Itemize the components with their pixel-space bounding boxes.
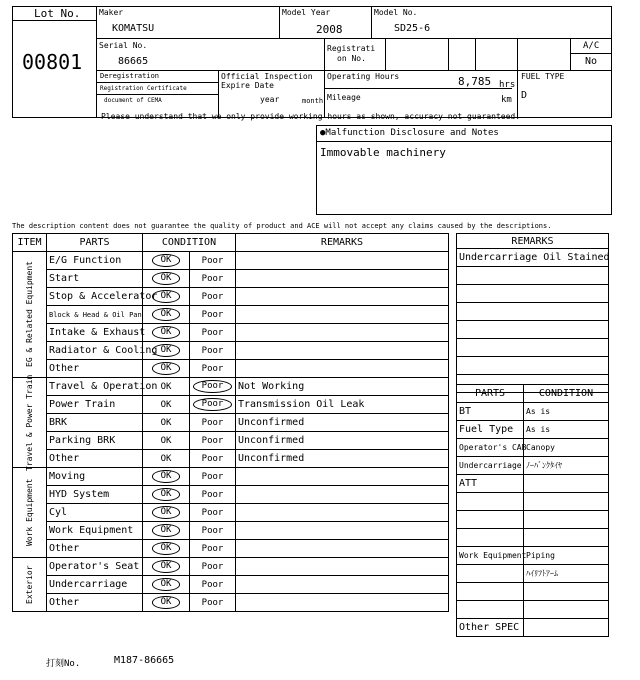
group-label: Exterior (25, 565, 34, 604)
poor-option: Poor (201, 255, 224, 266)
right-part (457, 565, 524, 583)
right-remarks-row (457, 339, 609, 357)
registration-label-2: on No. (337, 54, 366, 63)
remark (236, 360, 449, 378)
part-name: Other (47, 360, 143, 378)
right-remark (457, 321, 609, 339)
remark (236, 252, 449, 270)
right-remark (457, 267, 609, 285)
right-condition (524, 619, 609, 637)
registration-label-1: Registrati (327, 44, 376, 53)
condition-row (13, 468, 449, 486)
poor-option: Poor (201, 597, 224, 608)
part-name: E/G Function (47, 252, 143, 270)
poor-option: Poor (201, 417, 224, 428)
remark (236, 594, 449, 612)
ok-selected: OK (152, 524, 181, 537)
right-part: Fuel Type (457, 421, 524, 439)
ok-option: OK (160, 399, 172, 410)
malfunction-box (316, 125, 612, 215)
part-name: Other (47, 594, 143, 612)
right-part (457, 583, 524, 601)
ac-value: No (585, 56, 598, 67)
right-part (457, 493, 524, 511)
condition-row (13, 522, 449, 540)
right-part: BT (457, 403, 524, 421)
condition-row (13, 486, 449, 504)
parts-header: PARTS (47, 234, 143, 252)
malfunction-title: ●Malfunction Disclosure and Notes (320, 128, 499, 138)
right-part: ATT (457, 475, 524, 493)
part-name: Travel & Operation (47, 378, 143, 396)
right-parts-row (457, 511, 609, 529)
remark (236, 504, 449, 522)
right-parts-row (457, 421, 609, 439)
remark (236, 576, 449, 594)
fuel-type-label: FUEL TYPE (521, 72, 565, 81)
right-condition (524, 529, 609, 547)
right-condition-header: CONDITION (524, 385, 609, 403)
condition-row (13, 540, 449, 558)
part-name: Moving (47, 468, 143, 486)
lot-label: Lot No. (34, 7, 81, 20)
registration-certificate-label: Registration Certificate (100, 85, 187, 92)
ac-label: A/C (583, 41, 600, 51)
year-label: year (260, 95, 280, 104)
operating-hours-label: Operating Hours (327, 72, 400, 81)
right-remarks-row (457, 249, 609, 267)
right-part (457, 511, 524, 529)
poor-option: Poor (201, 291, 224, 302)
right-parts-row (457, 547, 609, 565)
right-remark (457, 303, 609, 321)
model-year-label: Model Year (282, 8, 331, 17)
remark: Transmission Oil Leak (236, 396, 449, 414)
poor-option: Poor (201, 525, 224, 536)
condition-row (13, 306, 449, 324)
condition-row (13, 288, 449, 306)
serial-value: 86665 (118, 56, 149, 67)
part-name: Other (47, 450, 143, 468)
part-name: Undercarriage (47, 576, 143, 594)
stamp-no-label: 打刻No. (46, 659, 81, 669)
poor-option: Poor (201, 507, 224, 518)
ok-selected: OK (152, 326, 181, 339)
condition-row (13, 342, 449, 360)
right-condition (524, 493, 609, 511)
item-header: ITEM (13, 234, 47, 252)
part-name: Start (47, 270, 143, 288)
remarks-header: REMARKS (236, 234, 449, 252)
ok-option: OK (160, 381, 172, 392)
condition-row (13, 558, 449, 576)
part-name: HYD System (47, 486, 143, 504)
right-remarks-row (457, 357, 609, 375)
condition-row (13, 414, 449, 432)
remark (236, 522, 449, 540)
poor-option: Poor (201, 345, 224, 356)
model-no-value: SD25-6 (394, 23, 431, 34)
right-part: Undercarriage (457, 457, 524, 475)
right-condition: ﾉｰﾊﾞﾝｸﾀｲﾔ (524, 457, 609, 475)
deregistration-label: Deregistration (100, 72, 160, 80)
right-remark (457, 339, 609, 357)
fuel-type-value: D (521, 90, 528, 101)
right-remarks-row (457, 267, 609, 285)
ok-selected: OK (152, 596, 181, 609)
remark: Unconfirmed (236, 432, 449, 450)
ok-selected: OK (152, 578, 181, 591)
ok-selected: OK (152, 542, 181, 555)
part-name: Radiator & Cooling (47, 342, 143, 360)
right-remarks-row (457, 285, 609, 303)
remark (236, 288, 449, 306)
condition-row (13, 324, 449, 342)
right-parts-row (457, 403, 609, 421)
right-remarks-row (457, 303, 609, 321)
remark: Not Working (236, 378, 449, 396)
group-label: EG & Related Equipment (25, 261, 34, 368)
right-parts-header: PARTS (457, 385, 524, 403)
right-parts-table (456, 384, 609, 637)
remark (236, 306, 449, 324)
right-remark (457, 285, 609, 303)
condition-row (13, 252, 449, 270)
description-notice: The description content does not guarantee the quality of product and ACE will not accept any claims caused by the descriptions. (12, 222, 552, 230)
right-condition: Canopy (524, 439, 609, 457)
right-remarks-header: REMARKS (457, 234, 609, 249)
poor-option: Poor (201, 561, 224, 572)
km-label: km (501, 95, 512, 105)
group-label: Travel & Power Train (25, 374, 34, 471)
condition-table-header (13, 234, 449, 252)
model-year-value: 2008 (316, 23, 343, 36)
condition-header: CONDITION (143, 234, 236, 252)
poor-option: Poor (201, 435, 224, 446)
stamp-no-value: M187-86665 (114, 655, 175, 666)
condition-row (13, 270, 449, 288)
part-name: Power Train (47, 396, 143, 414)
part-name: Cyl (47, 504, 143, 522)
poor-option: Poor (201, 543, 224, 554)
right-part (457, 529, 524, 547)
cema-document-label: document of CEMA (104, 97, 162, 104)
ok-selected: OK (152, 272, 181, 285)
poor-option: Poor (201, 471, 224, 482)
remark (236, 486, 449, 504)
month-label: month (302, 97, 324, 105)
remark (236, 342, 449, 360)
condition-row (13, 594, 449, 612)
ok-selected: OK (152, 470, 181, 483)
poor-option: Poor (201, 327, 224, 338)
ok-selected: OK (152, 254, 181, 267)
right-parts-row (457, 619, 609, 637)
right-parts-row (457, 529, 609, 547)
right-condition: ﾊｲﾘﾌﾄｱｰﾑ (524, 565, 609, 583)
poor-option: Poor (201, 363, 224, 374)
ok-selected: OK (152, 344, 181, 357)
condition-row (13, 504, 449, 522)
right-part (457, 601, 524, 619)
condition-table (12, 233, 449, 612)
right-parts-row (457, 475, 609, 493)
ok-selected: OK (152, 560, 181, 573)
ok-selected: OK (152, 362, 181, 375)
part-name: Block & Head & Oil Pan (47, 306, 143, 324)
part-name: Work Equipment (47, 522, 143, 540)
poor-option: Poor (201, 489, 224, 500)
right-parts-row (457, 439, 609, 457)
right-condition: Piping (524, 547, 609, 565)
remark (236, 540, 449, 558)
right-condition (524, 583, 609, 601)
remark: Unconfirmed (236, 414, 449, 432)
right-parts-row (457, 583, 609, 601)
poor-option: Poor (201, 579, 224, 590)
right-condition: As is (524, 421, 609, 439)
malfunction-text: Immovable machinery (320, 146, 446, 159)
condition-row (13, 396, 449, 414)
ok-option: OK (160, 435, 172, 446)
remark (236, 468, 449, 486)
part-name: BRK (47, 414, 143, 432)
inspection-label-1: Official Inspection (221, 72, 313, 81)
poor-selected: Poor (193, 380, 233, 393)
mileage-label: Mileage (327, 93, 361, 102)
serial-label: Serial No. (99, 41, 148, 50)
right-part: Operator's CAB (457, 439, 524, 457)
part-name: Parking BRK (47, 432, 143, 450)
part-name: Other (47, 540, 143, 558)
poor-option: Poor (201, 453, 224, 464)
condition-row (13, 360, 449, 378)
part-name: Intake & Exhaust (47, 324, 143, 342)
ok-selected: OK (152, 506, 181, 519)
right-condition (524, 601, 609, 619)
inspection-label-2: Expire Date (221, 81, 274, 90)
part-name: Stop & Accelerator (47, 288, 143, 306)
right-remarks-row (457, 321, 609, 339)
remark (236, 324, 449, 342)
hours-notice: Please understand that we only provide working hours as shown, accuracy not guaranteed. (101, 112, 521, 121)
lot-number: 00801 (22, 50, 83, 74)
remark (236, 558, 449, 576)
poor-option: Poor (201, 273, 224, 284)
right-parts-row (457, 457, 609, 475)
maker-value: KOMATSU (112, 23, 155, 34)
condition-row (13, 378, 449, 396)
model-no-label: Model No. (374, 8, 418, 17)
ok-option: OK (160, 417, 172, 428)
right-parts-row (457, 601, 609, 619)
group-label: Work Equipment (25, 478, 34, 547)
right-condition: As is (524, 403, 609, 421)
hrs-label: hrs (499, 80, 516, 90)
operating-hours-value: 8,785 (458, 75, 492, 88)
ok-option: OK (160, 453, 172, 464)
remark (236, 270, 449, 288)
part-name: Operator's Seat (47, 558, 143, 576)
right-parts-row (457, 493, 609, 511)
maker-label: Maker (99, 8, 124, 17)
poor-option: Poor (201, 309, 224, 320)
right-condition (524, 511, 609, 529)
ok-selected: OK (152, 290, 181, 303)
right-remark (457, 357, 609, 375)
right-part: Other SPEC (457, 619, 524, 637)
right-remark: Undercarriage Oil Stained (457, 249, 609, 267)
ok-selected: OK (152, 488, 181, 501)
remark: Unconfirmed (236, 450, 449, 468)
poor-selected: Poor (193, 398, 233, 411)
right-part: Work Equipment (457, 547, 524, 565)
right-parts-row (457, 565, 609, 583)
right-condition (524, 475, 609, 493)
condition-row (13, 450, 449, 468)
right-remarks-table (456, 233, 609, 393)
condition-row (13, 576, 449, 594)
condition-row (13, 432, 449, 450)
ok-selected: OK (152, 308, 181, 321)
